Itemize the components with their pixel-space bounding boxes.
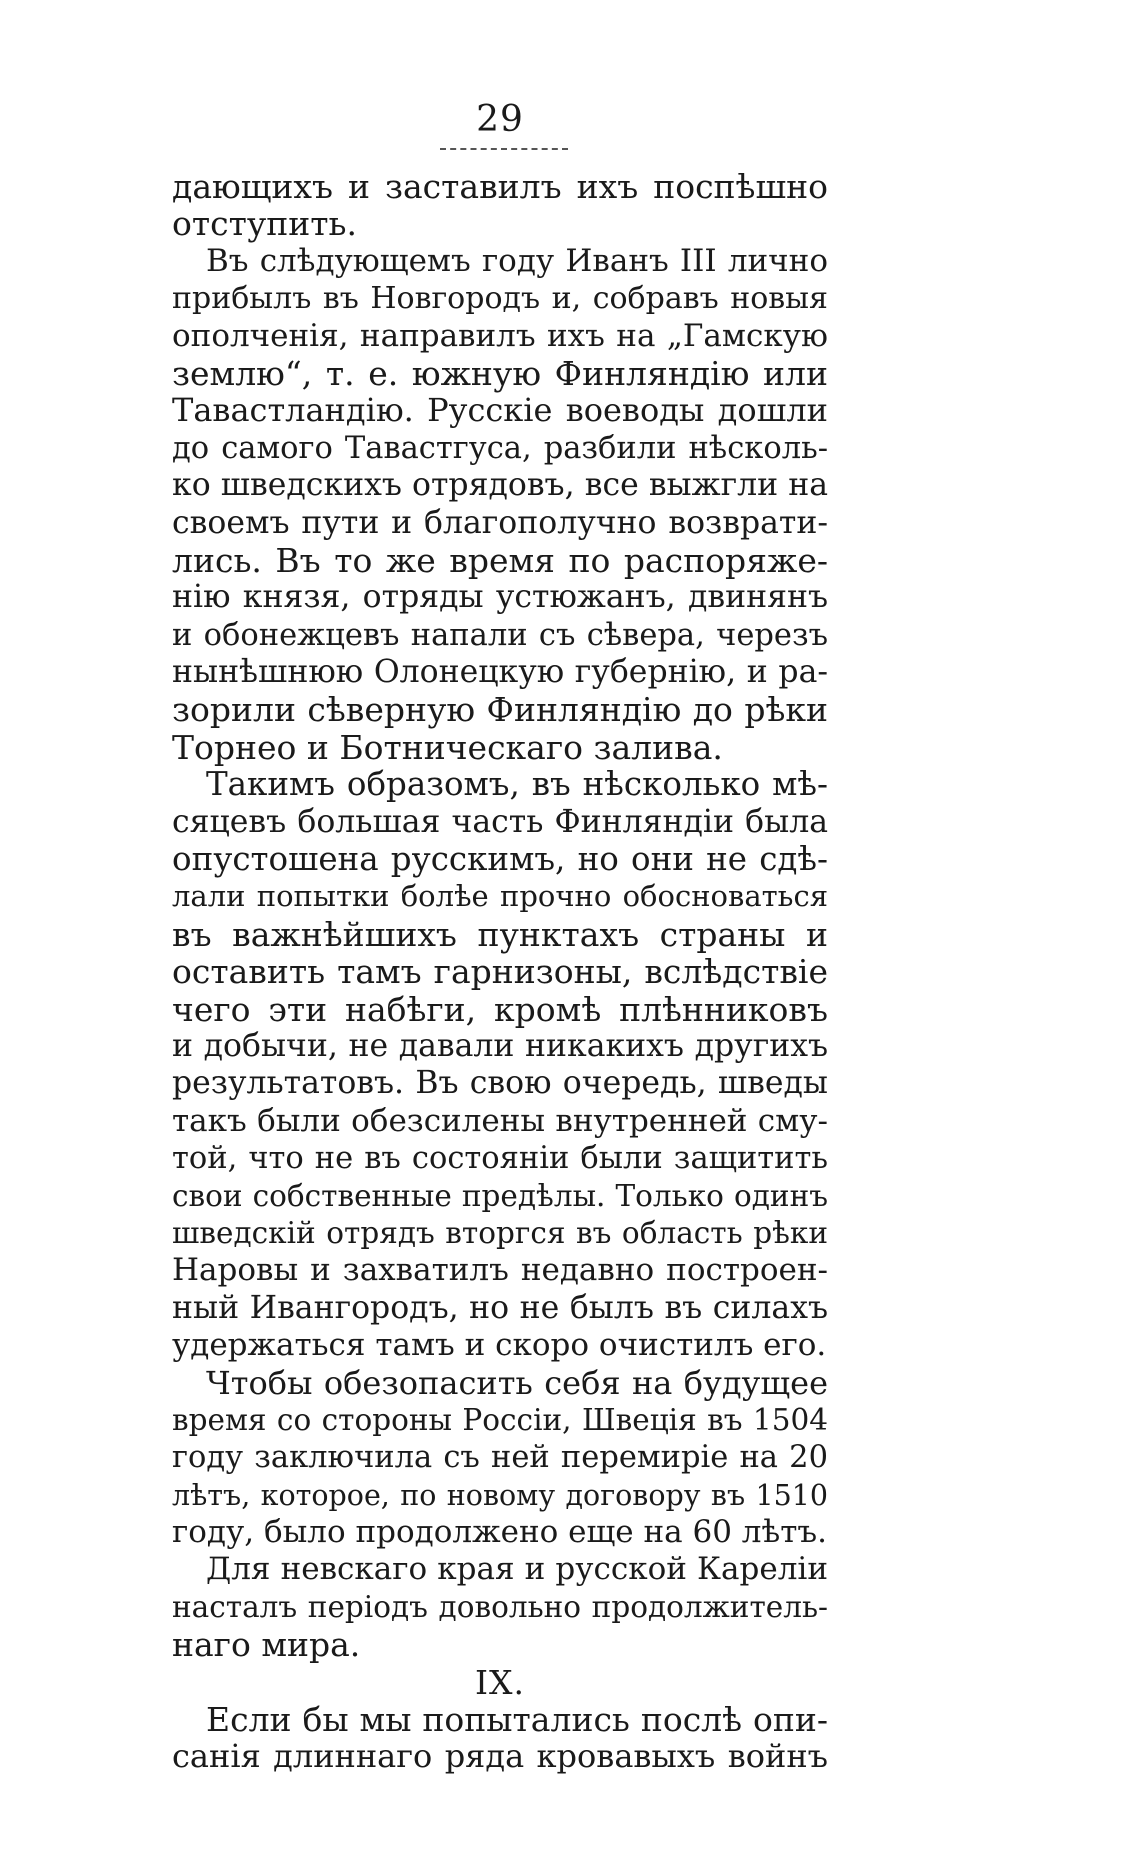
text-line: лѣтъ, которое, по новому договору въ 1510: [172, 1478, 828, 1512]
text-line: свои собственные предѣлы. Только одинъ: [172, 1178, 828, 1213]
text-line: время со стороны Россіи, Швеція въ 1504: [172, 1402, 828, 1437]
text-line: опустошена русскимъ, но они не сдѣ-: [172, 840, 828, 879]
text-line: нынѣшнюю Олонецкую губернію, и ра-: [172, 654, 828, 691]
page-number-rule: [440, 148, 568, 150]
text-line: Если бы мы попытались послѣ опи-: [206, 1700, 828, 1740]
text-line: зорили сѣверную Финляндію до рѣки: [172, 690, 828, 730]
text-line: ный Ивангородъ, но не былъ въ силахъ: [172, 1289, 828, 1326]
text-line: удержаться тамъ и скоро очистилъ его.: [172, 1327, 827, 1364]
text-line: той, что не въ состояніи были защитить: [172, 1141, 828, 1177]
text-line: санія длиннаго ряда кровавыхъ войнъ: [172, 1737, 828, 1776]
text-line: отступить.: [172, 204, 357, 244]
text-line: Наровы и захватилъ недавно построен-: [172, 1252, 828, 1289]
text-line: такъ были обезсилены внутренней сму-: [172, 1102, 828, 1139]
text-line: результатовъ. Въ свою очередь, шведы: [172, 1065, 828, 1102]
text-line: оставить тамъ гарнизоны, вслѣдствіе: [172, 952, 828, 992]
page-number: 29: [476, 99, 524, 140]
text-line: наго мира.: [172, 1625, 361, 1665]
body-text: [172, 168, 828, 1776]
text-line: Такимъ образомъ, въ нѣсколько мѣ-: [206, 765, 828, 804]
text-line: лись. Въ то же время по распоряже-: [172, 540, 828, 580]
text-line: чего эти набѣги, кромѣ плѣнниковъ: [172, 989, 828, 1029]
text-line: ко шведскихъ отрядовъ, все выжгли на: [172, 467, 828, 504]
section-heading: IX.: [474, 1662, 526, 1702]
text-line: шведскій отрядъ вторгся въ область рѣки: [172, 1215, 828, 1250]
text-line: году, было продолжено еще на 60 лѣтъ.: [172, 1514, 827, 1551]
text-line: до самого Тавастгуса, разбили нѣсколь-: [172, 430, 828, 466]
text-line: Чтобы обезопасить себя на будущее: [206, 1363, 828, 1402]
text-line: дающихъ и заставилъ ихъ поспѣшно: [172, 167, 828, 206]
text-line: и добычи, не давали никакихъ другихъ: [172, 1027, 828, 1064]
text-line: прибылъ въ Новгородъ и, собравъ новыя: [172, 281, 828, 317]
text-line: Въ слѣдующемъ году Иванъ III лично: [206, 242, 828, 279]
text-line: сяцевъ большая часть Финляндіи была: [172, 803, 828, 840]
text-line: и обонежцевъ напали съ сѣвера, черезъ: [172, 617, 828, 653]
text-line: году заключила съ ней перемиріе на 20: [172, 1440, 828, 1476]
text-line: лали попытки болѣе прочно обосноваться: [172, 879, 828, 914]
text-line: Для невскаго края и русской Кареліи: [206, 1551, 828, 1588]
text-line: насталъ періодъ довольно продолжитель-: [172, 1589, 828, 1624]
text-line: Тавастландію. Русскіе воеводы дошли: [172, 391, 828, 430]
text-line: Торнео и Ботническаго залива.: [172, 727, 723, 767]
text-line: своемъ пути и благополучно возврати-: [172, 504, 828, 541]
text-line: ополченія, направилъ ихъ на „Гамскую: [172, 317, 828, 354]
text-line: нію князя, отряды устюжанъ, двинянъ: [172, 579, 828, 616]
text-line: землю“, т. е. южную Финляндію или: [172, 353, 828, 393]
text-line: въ важнѣйшихъ пунктахъ страны и: [172, 914, 828, 954]
